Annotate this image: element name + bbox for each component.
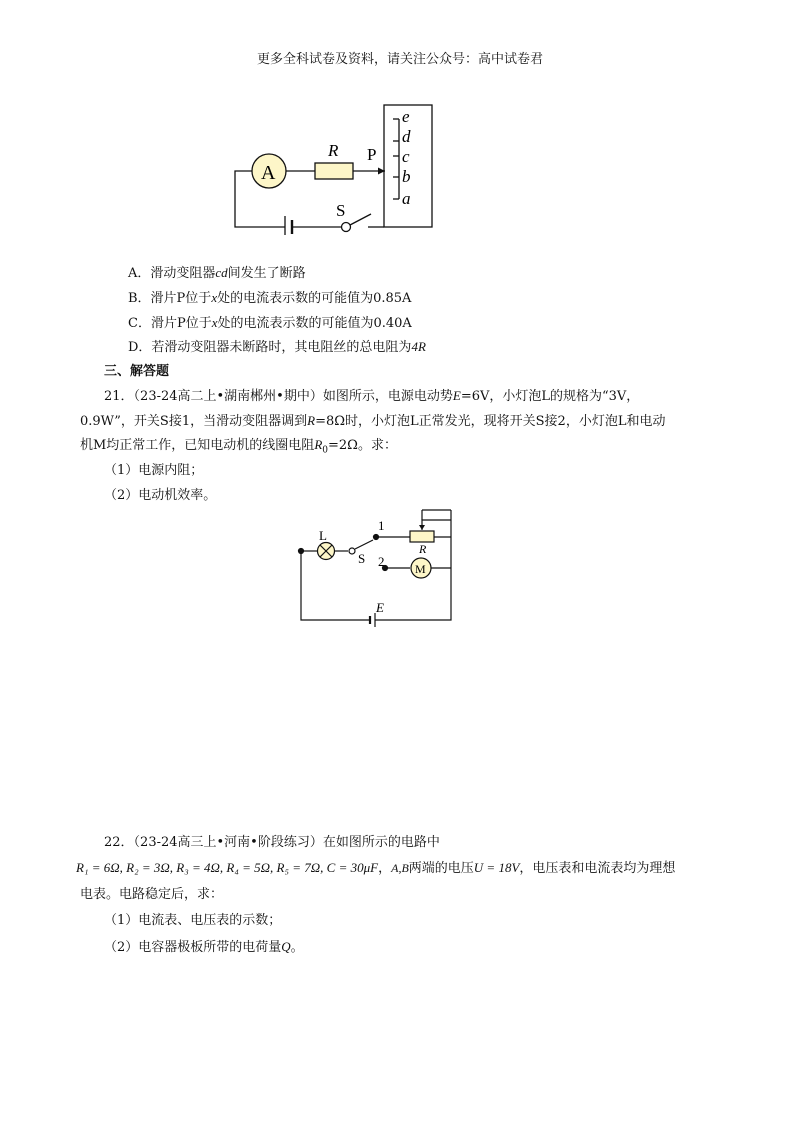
circuit-diagram-2 [295, 505, 460, 630]
option-c: C．滑片P位于x处的电流表示数的可能值为0.40A [128, 315, 412, 331]
switch-label-2: S [358, 551, 366, 566]
lamp-label: L [319, 528, 327, 543]
switch-blade [350, 214, 371, 225]
switch-blade-2 [355, 540, 373, 549]
page-header: 更多全科试卷及资料，请关注公众号：高中试卷君 [256, 52, 543, 67]
rheostat-r [410, 531, 434, 542]
q21-line3: 机M均正常工作，已知电动机的线圈电阻$R_0=2\Omega$。求： [80, 437, 397, 456]
slider-label: P [367, 145, 377, 164]
ammeter-label: A [261, 162, 276, 184]
circuit-diagram-1 [225, 100, 455, 235]
q22-line1: 22．（23-24高三上•河南•阶段练习）在如图所示的电路中 [104, 835, 440, 850]
source-label: E [376, 600, 384, 615]
q22-line2: R₁ = 6Ω, R₂ = 3Ω, R₃ = 4Ω, R₄ = 5Ω, R₅ = 7Ω, C = 30μF，A,B两端的电压U = 18V，电压表和电流表均为理想 [76, 860, 676, 876]
rheostat-label: R [419, 542, 427, 556]
pos-1-label: 1 [378, 518, 385, 533]
motor-label: M [415, 562, 426, 576]
pos-2-label: 2 [378, 554, 385, 569]
q21-line1: 21．（23-24高二上•湖南郴州•期中）如图所示，电源电动势E=6V，小灯泡L的规格为“3V， [104, 388, 640, 404]
section-title: 三、解答题 [104, 364, 170, 379]
resistor-r [315, 163, 353, 179]
q21-sub2: （2）电动机效率。 [104, 488, 217, 503]
tap-b: b [402, 167, 411, 186]
q22-sub2: （2）电容器极板所带的电荷量Q。 [104, 939, 304, 955]
tap-e: e [402, 107, 410, 126]
switch-label: S [336, 201, 346, 220]
resistor-label: R [328, 141, 339, 160]
option-a: A．滑动变阻器cd间发生了断路 [128, 265, 306, 281]
tap-a: a [402, 189, 411, 208]
option-b: B．滑片P位于x处的电流表示数的可能值为0.85A [128, 290, 412, 306]
switch-contact [342, 223, 351, 232]
q21-sub1: （1）电源内阻； [104, 463, 204, 478]
q22-line3: 电表。电路稳定后，求： [80, 887, 224, 902]
option-d: D．若滑动变阻器未断路时，其电阻丝的总电阻为4R [128, 339, 426, 355]
q21-line2: 0.9W”，开关S接1，当滑动变阻器调到R=8Ω时，小灯泡L正常发光，现将开关S接2，小灯泡L和电动 [80, 413, 666, 429]
tap-c: c [402, 147, 410, 166]
tap-d: d [402, 127, 411, 146]
q22-sub1: （1）电流表、电压表的示数； [104, 913, 282, 928]
switch-pivot [349, 548, 355, 554]
